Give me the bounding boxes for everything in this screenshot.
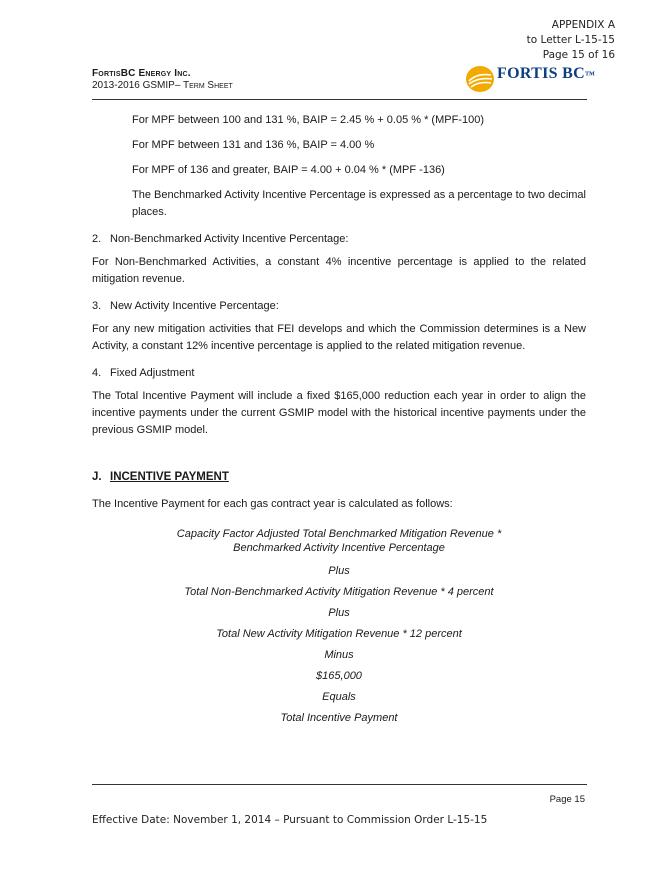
item-number: 4. — [92, 367, 102, 379]
section-letter: J. — [92, 471, 102, 483]
formula-operator: Equals — [322, 691, 356, 703]
formula-line: Total New Activity Mitigation Revenue * 12 percent — [216, 628, 462, 640]
document-header — [92, 68, 233, 92]
document-subtitle: 2013-2016 GSMIP– Term Sheet — [92, 80, 233, 91]
section-title: INCENTIVE PAYMENT — [110, 471, 229, 483]
item-number: 3. — [92, 300, 102, 312]
logo-trademark: ™ — [584, 70, 596, 81]
item-4-body: The Total Incentive Payment will include a fixed $165,000 reduction each year in order to align the incentive payments under the current GSMIP model with the historical incentive payments under the previous GSMIP model. — [92, 390, 586, 436]
baip-line-3: For MPF of 136 and greater, BAIP = 4.00 + 0.04 % * (MPF -136) — [132, 164, 445, 176]
item-title: Non-Benchmarked Activity Incentive Percentage: — [110, 233, 349, 245]
formula-operator: Plus — [328, 607, 350, 619]
item-2-body: For Non-Benchmarked Activities, a constant 4% incentive percentage is applied to the related mitigation revenue. — [92, 256, 586, 285]
effective-date-footer: Effective Date: November 1, 2014 – Pursuant to Commission Order L-15-15 — [92, 814, 488, 826]
item-4-heading — [92, 365, 586, 382]
incentive-formula — [92, 527, 586, 727]
logo-text: FORTIS BC — [497, 65, 585, 82]
formula-line: $165,000 — [316, 670, 362, 682]
item-3-body: For any new mitigation activities that FEI develops and which the Commission determines is a New Activity, a constant 12% incentive percentage is applied to the related mitigation revenue. — [92, 323, 586, 352]
logo-wordmark — [497, 65, 595, 83]
baip-note: The Benchmarked Activity Incentive Percentage is expressed as a percentage to two decimal places. — [132, 189, 586, 218]
item-number: 2. — [92, 233, 102, 245]
section-heading — [92, 469, 586, 486]
page-number: Page 15 — [549, 794, 585, 805]
company-name: FortisBC Energy Inc. — [92, 68, 191, 79]
fortisbc-logo — [465, 62, 596, 96]
appendix-label: APPENDIX A — [551, 19, 615, 31]
item-title: New Activity Incentive Percentage: — [110, 300, 279, 312]
document-body — [92, 112, 586, 727]
formula-result: Total Incentive Payment — [280, 712, 398, 724]
formula-operator: Plus — [328, 565, 350, 577]
page-of-total: Page 15 of 16 — [542, 49, 615, 61]
formula-line: Total Non-Benchmarked Activity Mitigation Revenue * 4 percent — [184, 586, 494, 598]
footer-rule — [92, 784, 587, 785]
section-intro: The Incentive Payment for each gas contract year is calculated as follows: — [92, 498, 453, 510]
flame-icon — [465, 64, 495, 94]
item-3-heading — [92, 298, 586, 315]
header-rule — [92, 99, 587, 100]
formula-line: Capacity Factor Adjusted Total Benchmarked Mitigation Revenue * — [176, 528, 502, 540]
baip-line-1: For MPF between 100 and 131 %, BAIP = 2.45 % + 0.05 % * (MPF-100) — [132, 114, 484, 126]
formula-line: Benchmarked Activity Incentive Percentage — [233, 542, 445, 554]
appendix-reference — [527, 18, 615, 63]
baip-line-2: For MPF between 131 and 136 %, BAIP = 4.00 % — [132, 139, 375, 151]
item-2-heading — [92, 231, 586, 248]
letter-reference: to Letter L-15-15 — [526, 34, 615, 46]
item-title: Fixed Adjustment — [110, 367, 195, 379]
formula-operator: Minus — [324, 649, 354, 661]
